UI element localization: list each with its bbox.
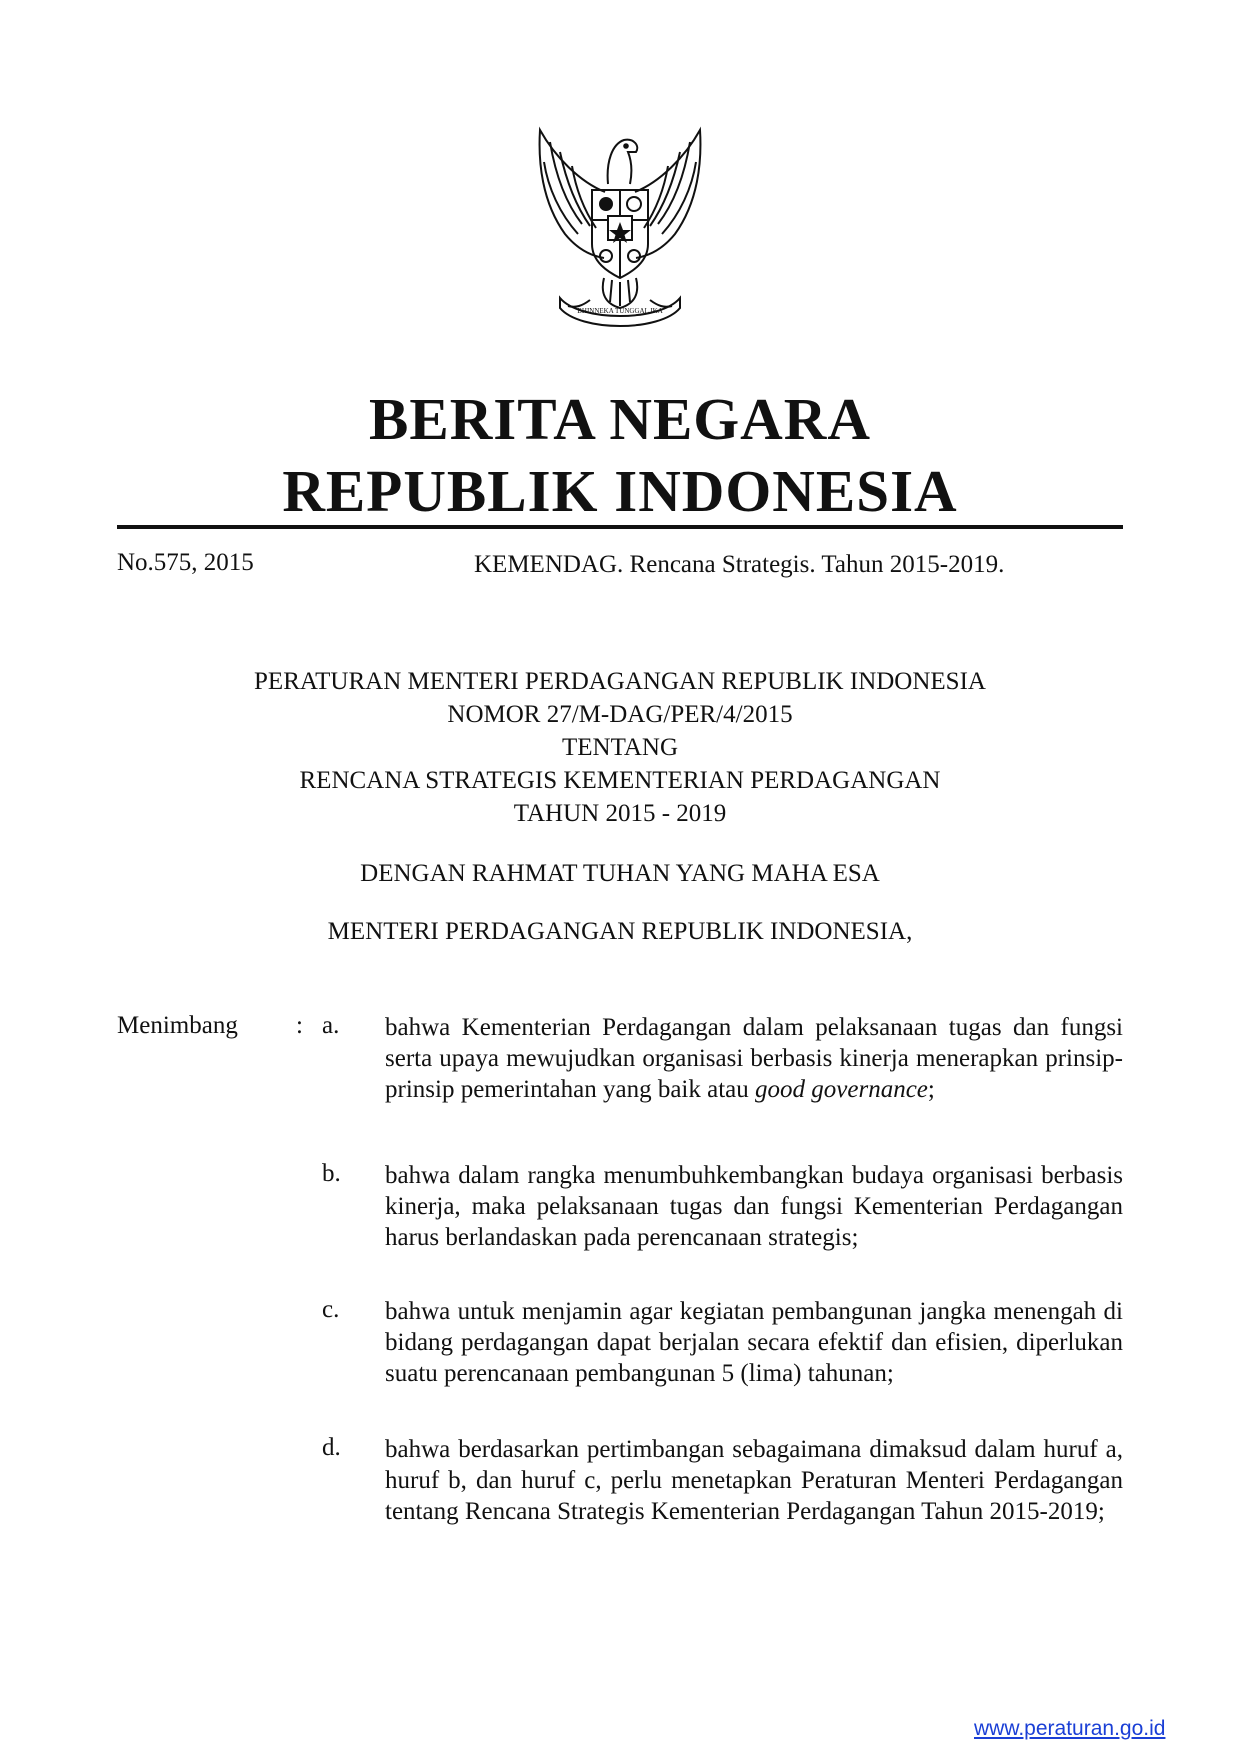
item-text: bahwa Kementerian Perdagangan dalam pelaksanaan tugas dan fungsi serta upaya mewujudkan organisasi berbasis kinerja menerapkan prinsip-prinsip pemerintahan yang baik atau good governance; [385, 1014, 1123, 1103]
item-letter: a. [322, 1012, 340, 1039]
item-italic: good governance [755, 1076, 928, 1103]
emblem-motto: BHINNEKA TUNGGAL IKA [577, 307, 663, 315]
regulation-title: PERATURAN MENTERI PERDAGANGAN REPUBLIK INDONESIA [254, 668, 986, 695]
garuda-emblem [520, 122, 720, 334]
peraturan-website-link[interactable]: www.peraturan.go.id [974, 1717, 1166, 1740]
regulation-tentang: TENTANG [561, 734, 679, 761]
item-text: bahwa dalam rangka menumbuhkembangkan budaya organisasi berbasis kinerja, maka pelaksanaan tugas dan fungsi Kementerian Perdagangan harus berlandaskan pada perencanaan strategis; [385, 1162, 1123, 1251]
regulation-number: NOMOR 27/M-DAG/PER/4/2015 [447, 701, 793, 728]
regulation-subject: RENCANA STRATEGIS KEMENTERIAN PERDAGANGAN [299, 767, 941, 794]
item-letter: c. [322, 1296, 340, 1323]
regulation-years: TAHUN 2015 - 2019 [513, 800, 727, 827]
masthead-divider [117, 525, 1123, 529]
item-text: bahwa berdasarkan pertimbangan sebagaimana dimaksud dalam huruf a, huruf b, dan huruf c, perlu menetapkan Peraturan Menteri Perdagangan tentang Rencana Strategis Kementerian Perdagangan Tahun 2015-2019; [385, 1436, 1123, 1525]
gazette-subject: KEMENDAG. Rencana Strategis. Tahun 2015-2019. [474, 551, 1005, 578]
masthead-title: BERITA NEGARA [368, 386, 872, 452]
menimbang-label: Menimbang [117, 1012, 238, 1039]
item-letter: b. [322, 1160, 341, 1187]
menimbang-colon: : [296, 1012, 303, 1039]
masthead-subtitle: REPUBLIK INDONESIA [282, 458, 958, 524]
item-letter: d. [322, 1434, 341, 1461]
preamble-line: MENTERI PERDAGANGAN REPUBLIK INDONESIA, [327, 918, 913, 945]
preamble-line: DENGAN RAHMAT TUHAN YANG MAHA ESA [360, 860, 880, 887]
gazette-number: No.575, 2015 [117, 549, 254, 576]
item-text: bahwa untuk menjamin agar kegiatan pembangunan jangka menengah di bidang perdagangan dapat berjalan secara efektif dan efisien, diperlukan suatu perencanaan pembangunan 5 (lima) tahunan; [385, 1298, 1123, 1387]
